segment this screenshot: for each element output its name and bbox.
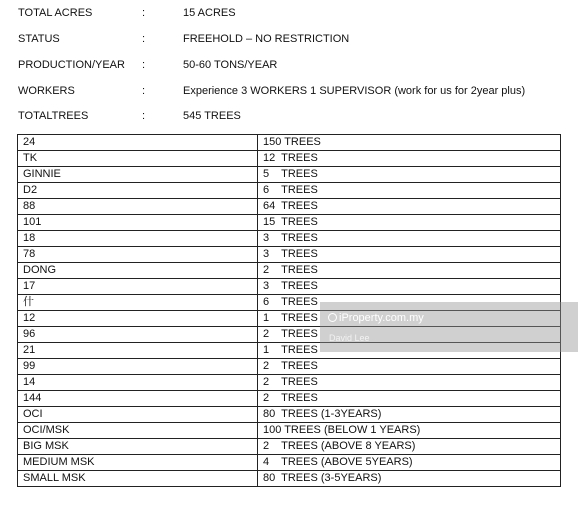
table-row <box>18 151 561 167</box>
tree-variety: 101 <box>18 215 258 231</box>
tree-count: 3 TREES <box>258 247 561 263</box>
tree-count: 2 TREES (ABOVE 8 YEARS) <box>258 439 561 455</box>
info-value: Experience 3 WORKERS 1 SUPERVISOR (work for us for 2year plus) <box>183 85 526 97</box>
table-row <box>18 263 561 279</box>
info-label: PRODUCTION/YEAR <box>18 59 125 71</box>
tree-count: 100 TREES (BELOW 1 YEARS) <box>258 423 561 439</box>
watermark-logo <box>328 312 424 324</box>
info-colon: : <box>142 59 146 71</box>
tree-count: 2 TREES <box>258 375 561 391</box>
table-row <box>18 183 561 199</box>
info-colon: : <box>142 7 146 19</box>
tree-variety: SMALL MSK <box>18 471 258 487</box>
tree-variety: 14 <box>18 375 258 391</box>
tree-variety: GINNIE <box>18 167 258 183</box>
table-row <box>18 279 561 295</box>
table-row <box>18 391 561 407</box>
tree-count: 15 TREES <box>258 215 561 231</box>
table-row <box>18 455 561 471</box>
table-row <box>18 231 561 247</box>
tree-count: 6 TREES <box>258 183 561 199</box>
tree-variety: 24 <box>18 135 258 151</box>
tree-count: 64 TREES <box>258 199 561 215</box>
info-colon: : <box>142 110 146 122</box>
table-row <box>18 215 561 231</box>
tree-count: 80 TREES (1-3YEARS) <box>258 407 561 423</box>
table-row <box>18 439 561 455</box>
info-label: TOTAL ACRES <box>18 7 93 19</box>
tree-count: 5 TREES <box>258 167 561 183</box>
table-row <box>18 167 561 183</box>
tree-variety: 12 <box>18 311 258 327</box>
info-value: FREEHOLD – NO RESTRICTION <box>183 33 350 45</box>
info-label: TOTALTREES <box>18 110 89 122</box>
tree-variety: 21 <box>18 343 258 359</box>
info-colon: : <box>142 33 146 45</box>
info-label: STATUS <box>18 33 60 45</box>
watermark-logo-text: iProperty.com.my <box>339 312 424 324</box>
tree-count: 80 TREES (3-5YEARS) <box>258 471 561 487</box>
table-row <box>18 199 561 215</box>
table-row <box>18 135 561 151</box>
tree-variety: MEDIUM MSK <box>18 455 258 471</box>
info-value: 50-60 TONS/YEAR <box>183 59 278 71</box>
table-row <box>18 471 561 487</box>
table-row <box>18 407 561 423</box>
tree-variety: 144 <box>18 391 258 407</box>
tree-variety: OCI/MSK <box>18 423 258 439</box>
tree-count: 2 TREES <box>258 327 561 343</box>
watermark <box>320 302 578 352</box>
tree-count: 3 TREES <box>258 279 561 295</box>
tree-count: 150 TREES <box>258 135 561 151</box>
tree-variety: DONG <box>18 263 258 279</box>
tree-count: 1 TREES <box>258 343 561 359</box>
tree-count: 2 TREES <box>258 263 561 279</box>
info-value: 545 TREES <box>183 110 241 122</box>
tree-variety: 99 <box>18 359 258 375</box>
tree-variety: 78 <box>18 247 258 263</box>
table-row <box>18 247 561 263</box>
info-value: 15 ACRES <box>183 7 236 19</box>
tree-variety: BIG MSK <box>18 439 258 455</box>
info-label: WORKERS <box>18 85 75 97</box>
tree-variety: 88 <box>18 199 258 215</box>
tree-count: 2 TREES <box>258 391 561 407</box>
tree-variety: 96 <box>18 327 258 343</box>
tree-count: 1 TREES <box>258 311 561 327</box>
location-pin-icon <box>328 313 337 322</box>
tree-variety: 17 <box>18 279 258 295</box>
tree-count: 2 TREES <box>258 359 561 375</box>
tree-count: 4 TREES (ABOVE 5YEARS) <box>258 455 561 471</box>
tree-variety: TK <box>18 151 258 167</box>
table-row <box>18 375 561 391</box>
table-row <box>18 423 561 439</box>
tree-variety: D2 <box>18 183 258 199</box>
tree-variety: OCI <box>18 407 258 423</box>
tree-count: 3 TREES <box>258 231 561 247</box>
tree-count: 6 TREES <box>258 295 561 311</box>
table-row <box>18 359 561 375</box>
tree-variety: 18 <box>18 231 258 247</box>
watermark-agent-name: David Lee <box>329 333 370 343</box>
tree-variety: 什 <box>18 295 258 311</box>
tree-count: 12 TREES <box>258 151 561 167</box>
info-colon: : <box>142 85 146 97</box>
